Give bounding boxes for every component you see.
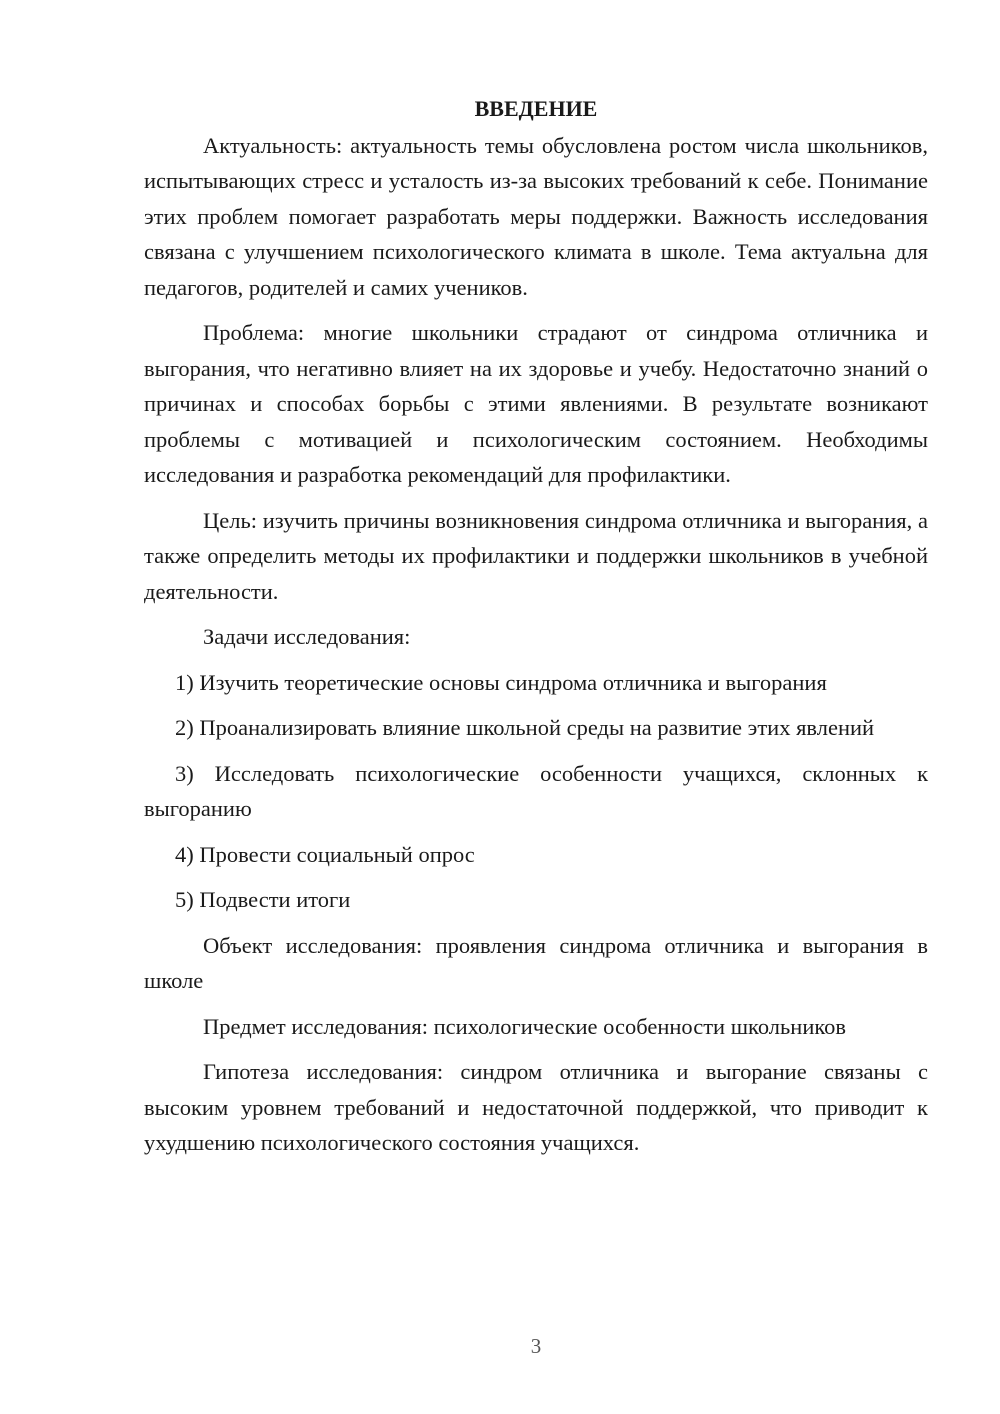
subject-paragraph: Предмет исследования: психологические особенности школьников bbox=[203, 1013, 847, 1039]
section-title: ВВЕДЕНИЕ bbox=[474, 96, 598, 121]
task-item-1: 1) Изучить теоретические основы синдрома отличника и выгорания bbox=[175, 669, 827, 695]
goal-paragraph: Цель: изучить причины возникновения синдрома отличника и выгорания, а также определить методы их профилактики и поддержки школьников в учебной деятельности. bbox=[144, 507, 928, 604]
tasks-heading: Задачи исследования: bbox=[203, 624, 411, 649]
object-paragraph: Объект исследования: проявления синдрома отличника и выгорания в школе bbox=[144, 932, 928, 993]
task-item-5: 5) Подвести итоги bbox=[175, 887, 351, 912]
hypothesis-paragraph: Гипотеза исследования: синдром отличника и выгорание связаны с высоким уровнем требований и недостаточной поддержкой, что приводит к ухудшению психологического состояния учащихся. bbox=[144, 1059, 928, 1155]
page-number: 3 bbox=[530, 1334, 542, 1358]
task-item-3: 3) Исследовать психологические особенности учащихся, склонных к выгоранию bbox=[144, 760, 928, 821]
task-item-2: 2) Проанализировать влияние школьной среды на развитие этих явлений bbox=[175, 715, 875, 740]
problem-paragraph: Проблема: многие школьники страдают от синдрома отличника и выгорания, что негативно влияет на их здоровье и учебу. Недостаточно знаний о причинах и способах борьбы с этими явлениями. В результате возникают проблемы с мотивацией и психологическим состоянием. Необходимы исследования и разработка рекомендаций для профилактики. bbox=[144, 320, 928, 487]
task-item-4: 4) Провести социальный опрос bbox=[175, 841, 475, 867]
relevance-paragraph: Актуальность: актуальность темы обусловлена ростом числа школьников, испытывающих стресс и усталость из-за высоких требований к себе. Понимание этих проблем помогает разработать меры поддержки. Важность исследования связана с улучшением психологического климата в школе. Тема актуальна для педагогов, родителей и самих учеников. bbox=[144, 132, 928, 300]
page-body bbox=[144, 91, 928, 1171]
